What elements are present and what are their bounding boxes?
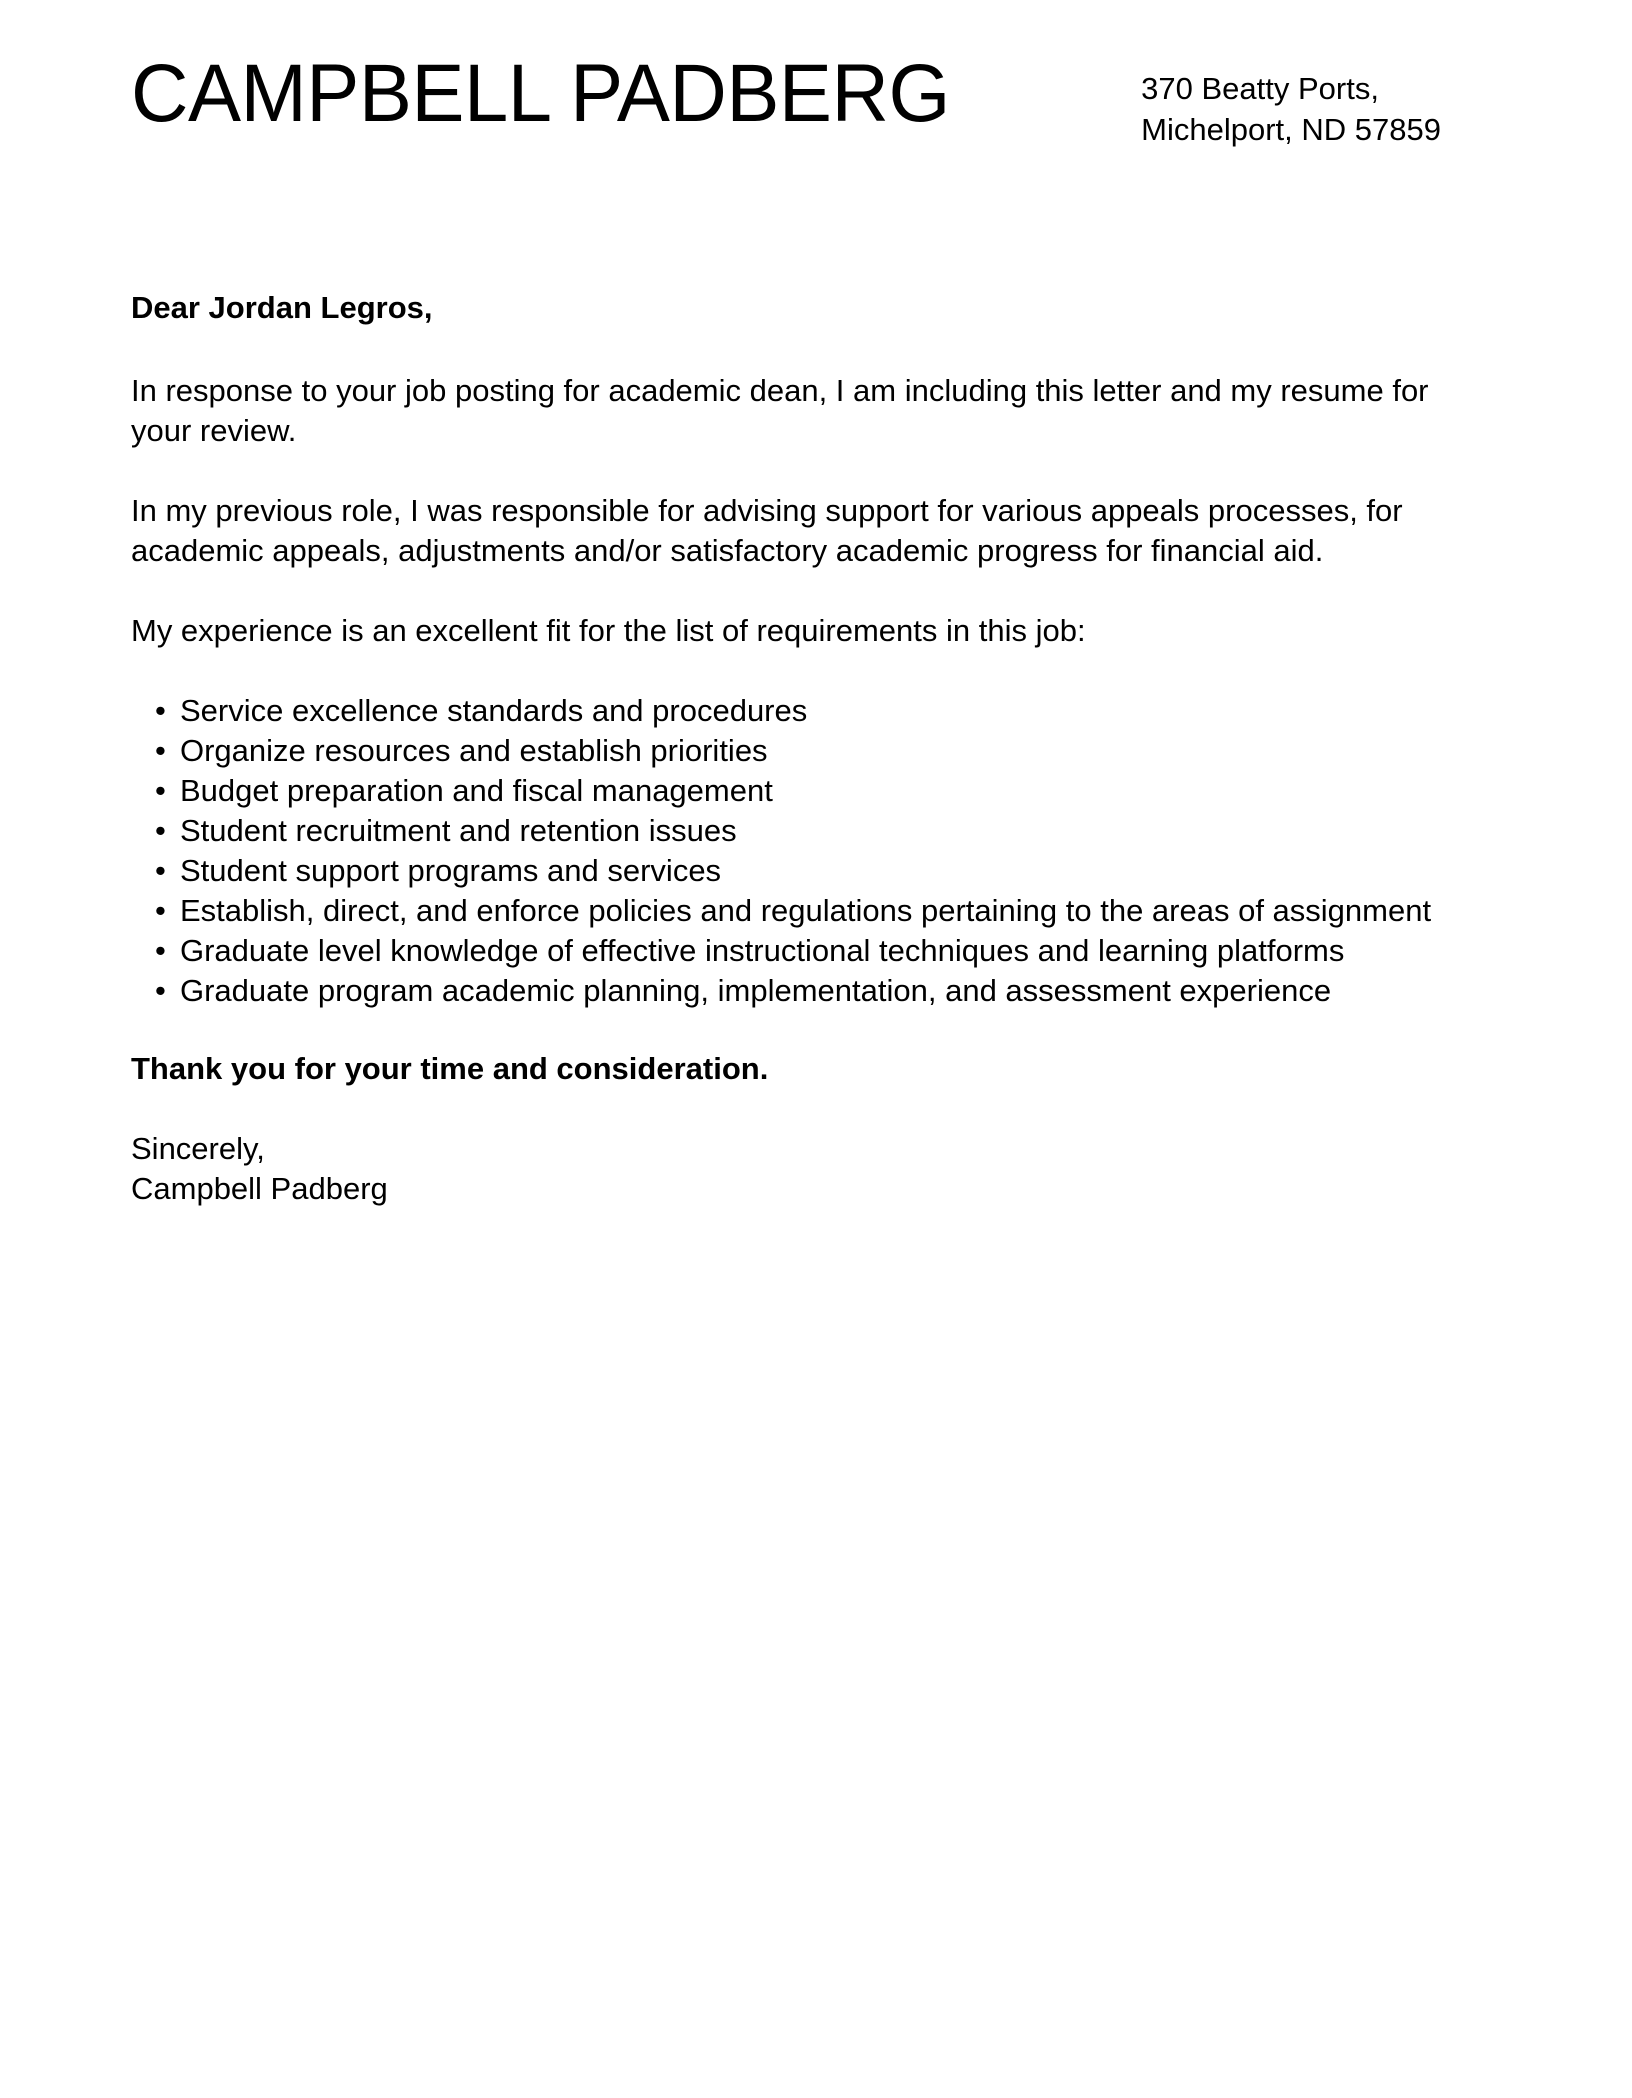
list-item-label: Graduate level knowledge of effective instructional techniques and learning platforms (180, 933, 1345, 968)
list-item (131, 971, 1443, 1011)
bullet-icon: • (155, 933, 166, 968)
sign-off-label: Sincerely, (131, 1131, 265, 1166)
list-item (131, 811, 1443, 851)
list-item-label: Organize resources and establish priorities (180, 733, 768, 768)
bullet-icon: • (155, 853, 166, 888)
list-item-label: Budget preparation and fiscal management (180, 773, 773, 808)
thank-you-line: Thank you for your time and consideration. (131, 1051, 769, 1086)
bullet-icon: • (155, 693, 166, 728)
list-item (131, 851, 1443, 891)
letter-body (131, 288, 1443, 1209)
list-item-label: Establish, direct, and enforce policies and regulations pertaining to the areas of assignment (180, 893, 1432, 928)
bullet-icon: • (155, 893, 166, 928)
signature-name: Campbell Padberg (131, 1171, 388, 1206)
requirements-list (131, 691, 1443, 1011)
bullet-icon: • (155, 813, 166, 848)
list-item (131, 771, 1443, 811)
list-item-label: Graduate program academic planning, implementation, and assessment experience (180, 973, 1332, 1008)
address-line-2: Michelport, ND 57859 (1141, 112, 1441, 147)
list-item (131, 691, 1443, 731)
sender-address-block (1141, 68, 1441, 150)
paragraph-requirements-lead: My experience is an excellent fit for the list of requirements in this job: (131, 613, 1086, 648)
address-line-1: 370 Beatty Ports, (1141, 71, 1379, 106)
list-item (131, 931, 1443, 971)
list-item-label: Student recruitment and retention issues (180, 813, 737, 848)
bullet-icon: • (155, 973, 166, 1008)
list-item (131, 891, 1443, 931)
salutation: Dear Jordan Legros, (131, 290, 433, 325)
list-item (131, 731, 1443, 771)
signature-block (131, 1129, 1443, 1209)
list-item-label: Student support programs and services (180, 853, 722, 888)
letterhead-header (131, 48, 1441, 150)
paragraph-experience: In my previous role, I was responsible for advising support for various appeals processes, for academic appeals, adjustments and/or satisfactory academic progress for financial aid. (131, 493, 1403, 568)
page-title: CAMPBELL PADBERG (131, 48, 950, 139)
bullet-icon: • (155, 733, 166, 768)
list-item-label: Service excellence standards and procedures (180, 693, 808, 728)
paragraph-intro: In response to your job posting for academic dean, I am including this letter and my resume for your review. (131, 373, 1429, 448)
bullet-icon: • (155, 773, 166, 808)
